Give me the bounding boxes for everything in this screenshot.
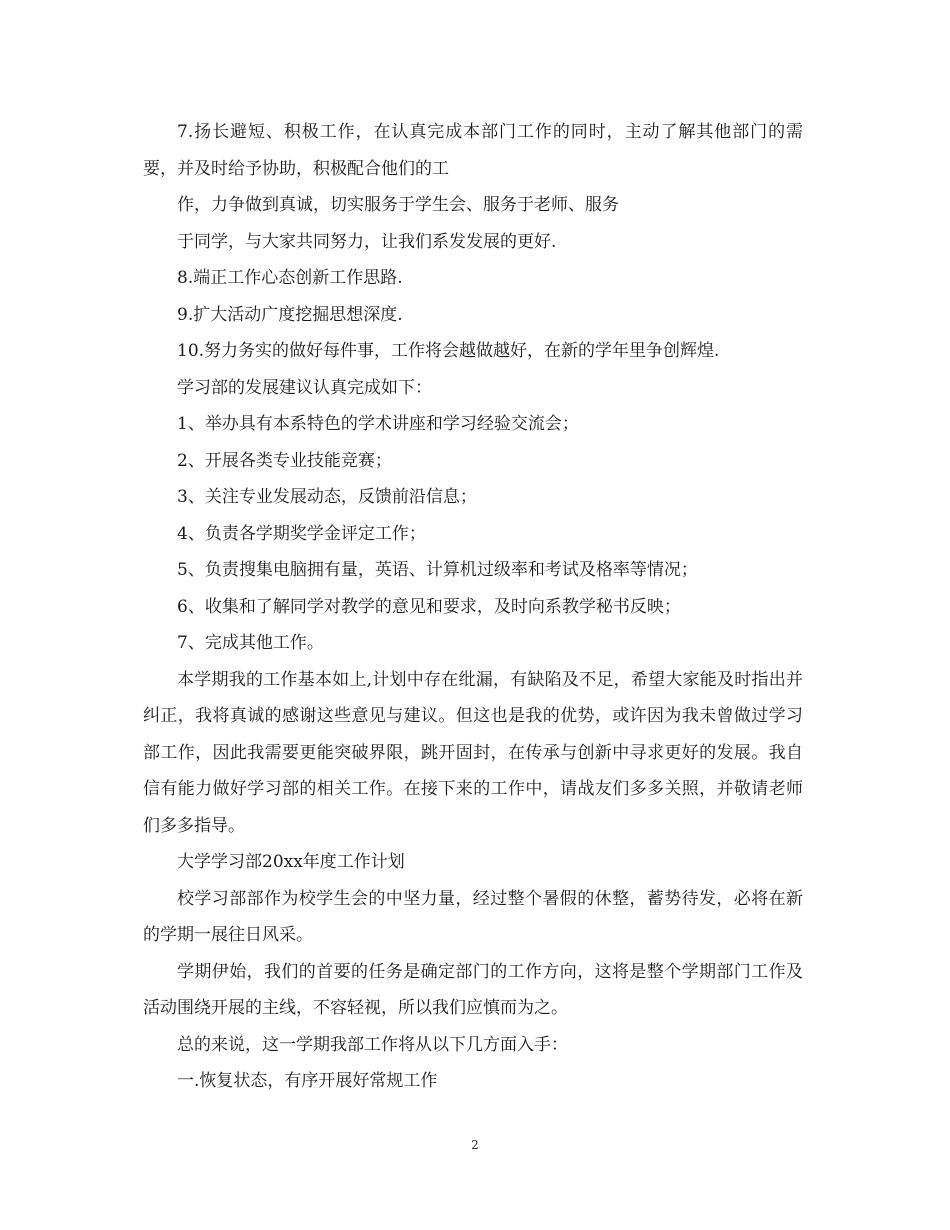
paragraph-5: 9.扩大活动广度挖掘思想深度. xyxy=(177,304,403,325)
list-item-5: 5、负责搜集电脑拥有量，英语、计算机过级率和考试及格率等情况； xyxy=(177,560,698,580)
list-item-7: 7、完成其他工作。 xyxy=(177,633,324,653)
paragraph-1: 7.扬长避短、积极工作，在认真完成本部门工作的同时，主动了解其他部门的需要，并及时给予协助，积极配合他们的工 xyxy=(143,122,803,179)
paragraph-3: 于同学，与大家共同努力，让我们系发发展的更好. xyxy=(177,231,557,252)
paragraph-4: 8.端正工作心态创新工作思路. xyxy=(177,268,403,288)
paragraph-direction: 学期伊始，我们的首要的任务是确定部门的工作方向，这将是整个学期部门工作及活动围绕开展的主线，不容轻视，所以我们应慎而为之。 xyxy=(143,961,803,1018)
list-item-4: 4、负责各学期奖学金评定工作； xyxy=(177,523,426,544)
paragraph-intro: 校学习部部作为校学生会的中坚力量，经过整个暑假的休整，蓄势待发，必将在新的学期一展往日风采。 xyxy=(143,888,803,945)
paragraph-2: 作，力争做到真诚，切实服务于学生会、服务于老师、服务 xyxy=(177,195,619,215)
list-item-1: 1、举办具有本系特色的学术讲座和学习经验交流会； xyxy=(177,414,579,434)
paragraph-7: 学习部的发展建议认真完成如下： xyxy=(177,377,432,398)
paragraph-overview: 总的来说，这一学期我部工作将从以下几方面入手： xyxy=(177,1034,568,1055)
page-number: 2 xyxy=(471,1138,479,1152)
paragraph-summary: 本学期我的工作基本如上,计划中存在纰漏，有缺陷及不足，希望大家能及时指出并纠正，我将真诚的感谢这些意见与建议。但这也是我的优势，或许因为我未曾做过学习部工作，因此我需要更能突破界限，跳开固封，在传承与创新中寻求更好的发展。我自信有能力做好学习部的相关工作。在接下来的工作中，请战友们多多关照，并敬请老师们多多指导。 xyxy=(143,669,803,836)
list-item-6: 6、收集和了解同学对教学的意见和要求，及时向系教学秘书反映； xyxy=(177,596,681,617)
section-heading: 大学学习部20xx年度工作计划 xyxy=(177,852,405,872)
document-body xyxy=(143,114,803,1100)
list-item-3: 3、关注专业发展动态，反馈前沿信息； xyxy=(177,487,477,507)
paragraph-6: 10.努力务实的做好每件事，工作将会越做越好，在新的学年里争创辉煌. xyxy=(177,341,720,361)
list-item-2: 2、开展各类专业技能竞赛； xyxy=(177,450,392,471)
subheading-one: 一.恢复状态，有序开展好常规工作 xyxy=(177,1071,438,1091)
